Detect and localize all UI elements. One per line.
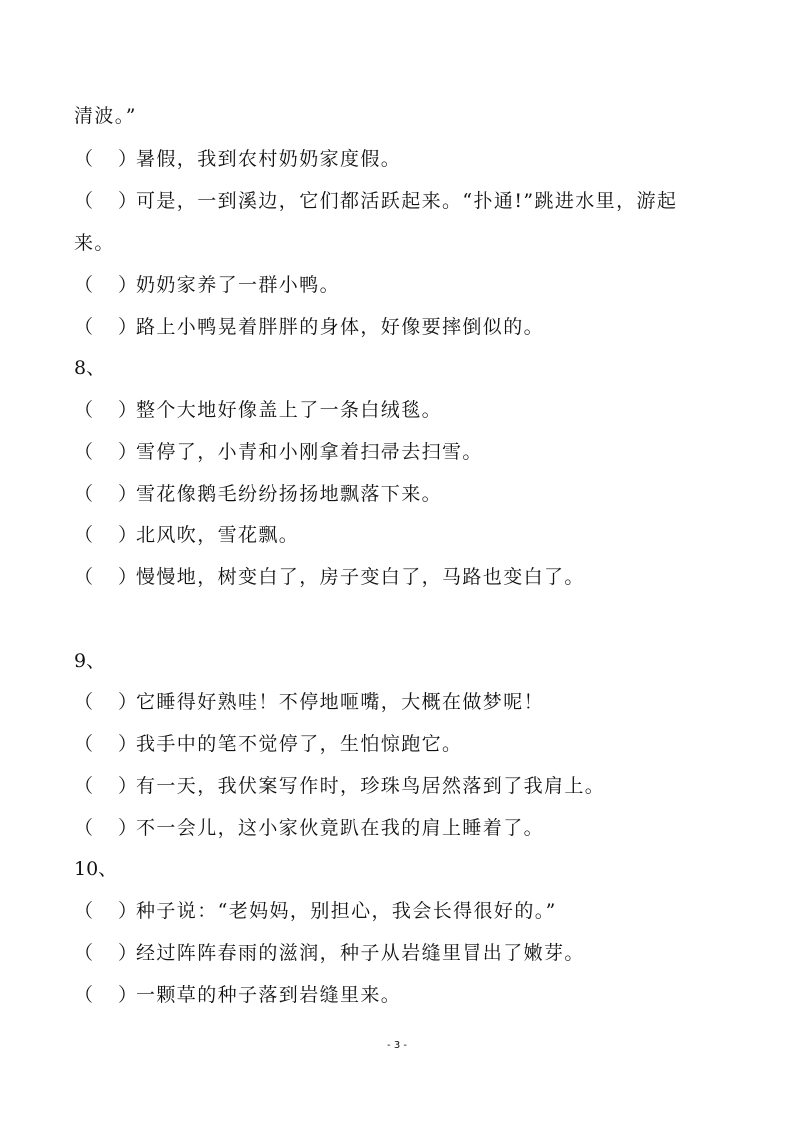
item-text: 整个大地好像盖上了一条白绒毯。 — [136, 399, 443, 421]
answer-blank[interactable]: （ ） — [74, 691, 138, 713]
ordering-item — [74, 481, 734, 507]
ordering-item — [74, 982, 734, 1008]
answer-blank[interactable]: （ ） — [74, 441, 138, 463]
page-number: - 3 - — [387, 1040, 407, 1051]
item-text: 经过阵阵春雨的滋润，种子从岩缝里冒出了嫩芽。 — [136, 942, 585, 964]
item-text: 雪停了，小青和小刚拿着扫帚去扫雪。 — [136, 441, 483, 463]
item-text: 有一天，我伏案写作时，珍珠鸟居然落到了我肩上。 — [136, 775, 606, 797]
answer-blank[interactable]: （ ） — [74, 524, 138, 546]
item-text: 雪花像鹅毛纷纷扬扬地飘落下来。 — [136, 483, 443, 505]
ordering-item — [74, 522, 734, 548]
question-number: 10、 — [74, 858, 118, 880]
answer-blank[interactable]: （ ） — [74, 316, 138, 338]
item-text: 路上小鸭晃着胖胖的身体，好像要摔倒似的。 — [136, 316, 545, 338]
ordering-item — [74, 940, 734, 966]
item-text: 奶奶家养了一群小鸭。 — [136, 274, 341, 296]
ordering-item — [74, 731, 734, 757]
ordering-item — [74, 314, 734, 340]
ordering-item — [74, 397, 734, 423]
answer-blank[interactable]: （ ） — [74, 483, 138, 505]
line-text: 来。 — [74, 232, 115, 254]
item-text: 它睡得好熟哇！不停地咂嘴，大概在做梦呢！ — [136, 691, 545, 713]
ordering-item — [74, 564, 734, 590]
answer-blank[interactable]: （ ） — [74, 775, 138, 797]
ordering-item — [74, 272, 734, 298]
answer-blank[interactable]: （ ） — [74, 733, 138, 755]
ordering-item — [74, 146, 734, 172]
ordering-item — [74, 898, 734, 924]
question-number: 8、 — [74, 357, 106, 379]
item-text: 北风吹，雪花飘。 — [136, 524, 300, 546]
item-text: 可是，一到溪边，它们都活跃起来。“扑通!”跳进水里，游起 — [136, 190, 678, 212]
item-text: 慢慢地，树变白了，房子变白了，马路也变白了。 — [136, 566, 585, 588]
answer-blank[interactable]: （ ） — [74, 399, 138, 421]
answer-blank[interactable]: （ ） — [74, 566, 138, 588]
ordering-item — [74, 773, 734, 799]
question-number: 9、 — [74, 650, 106, 672]
line-text: 清波。” — [74, 105, 137, 127]
answer-blank[interactable]: （ ） — [74, 148, 138, 170]
ordering-item — [74, 815, 734, 841]
ordering-item — [74, 439, 734, 465]
text-line — [74, 230, 734, 256]
item-text: 不一会儿，这小家伙竟趴在我的肩上睡着了。 — [136, 817, 545, 839]
ordering-item — [74, 188, 734, 214]
answer-blank[interactable]: （ ） — [74, 190, 138, 212]
answer-blank[interactable]: （ ） — [74, 984, 138, 1006]
answer-blank[interactable]: （ ） — [74, 817, 138, 839]
ordering-item — [74, 689, 734, 715]
answer-blank[interactable]: （ ） — [74, 274, 138, 296]
text-line — [74, 103, 734, 129]
item-text: 一颗草的种子落到岩缝里来。 — [136, 984, 402, 1006]
item-text: 我手中的笔不觉停了，生怕惊跑它。 — [136, 733, 463, 755]
item-text: 暑假，我到农村奶奶家度假。 — [136, 148, 402, 170]
answer-blank[interactable]: （ ） — [74, 942, 138, 964]
answer-blank[interactable]: （ ） — [74, 900, 138, 922]
item-text: 种子说：“老妈妈，别担心，我会长得很好的。” — [136, 900, 557, 922]
